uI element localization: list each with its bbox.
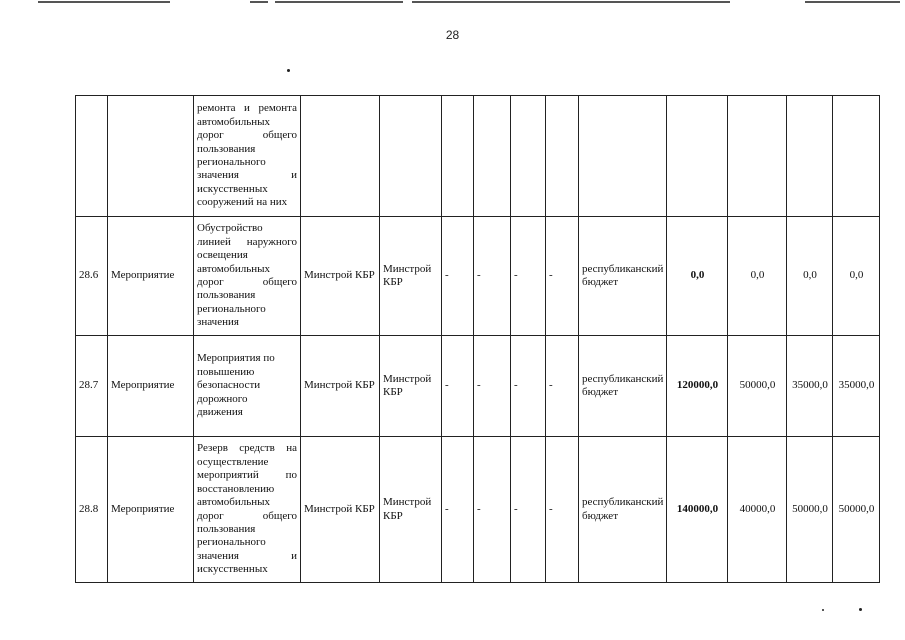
description-line: пользования (197, 522, 256, 535)
description-line: значения (197, 316, 239, 329)
description-line: мероприятий по (197, 469, 297, 482)
funding-year-1: 0,0 (728, 217, 787, 336)
description-line: дорог общего (197, 276, 297, 288)
indicator-cell: - (511, 336, 546, 437)
description-line: пользования (197, 142, 256, 155)
row-number: 28.7 (76, 336, 108, 437)
funding-source: республиканский бюджет (579, 437, 667, 583)
indicator-cell (474, 96, 511, 217)
activity-description (194, 336, 301, 437)
table-row (76, 96, 880, 217)
program-activities-table (75, 95, 880, 583)
description-line: повышению (197, 365, 255, 378)
activity-type (108, 96, 194, 217)
description-line: ремонта и ремонта (197, 102, 297, 115)
description-line: безопасности (197, 379, 261, 392)
indicator-cell: - (474, 217, 511, 336)
description-line: значения и (197, 549, 297, 562)
co-executor (380, 96, 442, 217)
description-line: автомобильных (197, 262, 270, 275)
funding-year-2 (787, 96, 833, 217)
description-line: значения и (197, 169, 297, 182)
scan-artifact-line (805, 1, 900, 3)
description-line: восстановлению (197, 482, 275, 495)
description-line: пользования (197, 289, 256, 302)
funding-year-1: 40000,0 (728, 437, 787, 583)
table-row (76, 217, 880, 336)
description-line: регионального (197, 156, 266, 168)
scan-artifact-line (250, 1, 268, 3)
indicator-cell: - (442, 336, 474, 437)
indicator-cell (546, 96, 579, 217)
indicator-cell: - (442, 217, 474, 336)
description-line: автомобильных (197, 115, 270, 128)
funding-total: 120000,0 (667, 336, 728, 437)
activity-type: Мероприятие (108, 217, 194, 336)
description-line: осуществление (197, 455, 269, 468)
activity-description (194, 96, 301, 217)
indicator-cell: - (511, 217, 546, 336)
responsible-executor: Минстрой КБР (301, 336, 380, 437)
funding-total: 0,0 (667, 217, 728, 336)
scan-speck (822, 609, 824, 611)
indicator-cell: - (546, 437, 579, 583)
responsible-executor: Минстрой КБР (301, 437, 380, 583)
funding-source: республиканский бюджет (579, 336, 667, 437)
activity-description (194, 437, 301, 583)
indicator-cell: - (442, 437, 474, 583)
description-line: регионального (197, 302, 266, 315)
activity-type: Мероприятие (108, 336, 194, 437)
scan-speck (859, 608, 862, 611)
indicator-cell: - (474, 336, 511, 437)
funding-year-1 (728, 96, 787, 217)
activity-type: Мероприятие (108, 437, 194, 583)
description-line: искусственных (197, 182, 268, 195)
funding-total: 140000,0 (667, 437, 728, 583)
description-line: линией наружного (197, 235, 297, 248)
co-executor: Минстрой КБР (380, 217, 442, 336)
description-line: освещения (197, 249, 248, 262)
description-line: искусственных (197, 563, 268, 576)
indicator-cell (511, 96, 546, 217)
funding-year-3: 35000,0 (833, 336, 880, 437)
indicator-cell: - (546, 336, 579, 437)
funding-year-2: 0,0 (787, 217, 833, 336)
page-number: 28 (445, 28, 460, 42)
table-row (76, 336, 880, 437)
indicator-cell (442, 96, 474, 217)
indicator-cell: - (546, 217, 579, 336)
responsible-executor (301, 96, 380, 217)
table-row (76, 437, 880, 583)
description-line: дорог общего (197, 129, 297, 142)
row-number: 28.8 (76, 437, 108, 583)
description-line: автомобильных (197, 496, 270, 509)
funding-year-3: 0,0 (833, 217, 880, 336)
funding-year-3 (833, 96, 880, 217)
scan-artifact-line (38, 1, 170, 3)
funding-source: республиканский бюджет (579, 217, 667, 336)
indicator-cell: - (511, 437, 546, 583)
description-line: движения (197, 406, 243, 419)
description-line: дорожного (197, 392, 248, 405)
description-line: Мероприятия по (197, 352, 275, 365)
funding-total (667, 96, 728, 217)
funding-year-2: 50000,0 (787, 437, 833, 583)
responsible-executor: Минстрой КБР (301, 217, 380, 336)
description-line: Обустройство (197, 222, 263, 235)
scan-artifact-line (275, 1, 403, 3)
funding-year-2: 35000,0 (787, 336, 833, 437)
description-line: Резерв средств на (197, 442, 297, 455)
funding-source (579, 96, 667, 217)
indicator-cell: - (474, 437, 511, 583)
co-executor: Минстрой КБР (380, 437, 442, 583)
row-number: 28.6 (76, 217, 108, 336)
scan-speck (287, 69, 290, 72)
funding-year-3: 50000,0 (833, 437, 880, 583)
description-line: регионального (197, 536, 266, 549)
co-executor: Минстрой КБР (380, 336, 442, 437)
description-line: дорог общего (197, 509, 297, 522)
activity-description (194, 217, 301, 336)
row-number (76, 96, 108, 217)
scan-artifact-line (412, 1, 730, 3)
description-line: сооружений на них (197, 196, 288, 209)
funding-year-1: 50000,0 (728, 336, 787, 437)
